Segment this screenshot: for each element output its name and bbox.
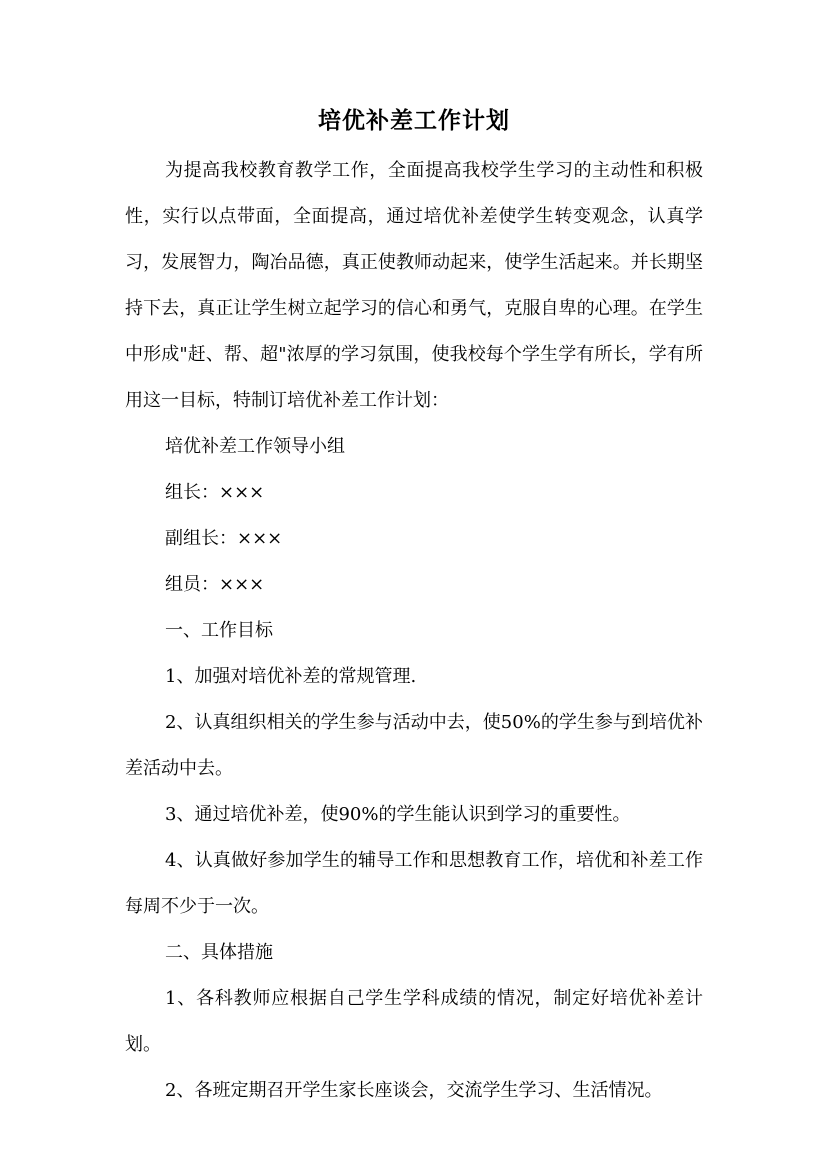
section-heading-goals: 一、工作目标	[165, 620, 273, 641]
members-line: 组员：×××	[165, 574, 265, 595]
intro-paragraph: 为提高我校教育教学工作，全面提高我校学生学习的主动性和积极性，实行以点带面，全面提高，通过培优补差使学生转变观念，认真学习，发展智力，陶冶品德，真正使教师动起来，使学生活起来。并长期坚持下去，真正让学生树立起学习的信心和勇气，克服自卑的心理。在学生中形成"赶、帮、超"浓厚的学习氛围，使我校每个学生学有所长，学有所用这一目标，特制订培优补差工作计划：	[125, 160, 703, 411]
goal-item-1: 1、加强对培优补差的常规管理.	[165, 666, 417, 687]
leadership-group-heading: 培优补差工作领导小组	[165, 436, 345, 457]
deputy-leader-line: 副组长：×××	[165, 528, 283, 549]
measure-item-2: 2、各班定期召开学生家长座谈会，交流学生学习、生活情况。	[165, 1080, 663, 1101]
group-leader-line: 组长：×××	[165, 482, 265, 503]
measure-item-1: 1、各科教师应根据自己学生学科成绩的情况，制定好培优补差计划。	[125, 988, 703, 1055]
goal-item-4: 4、认真做好参加学生的辅导工作和思想教育工作，培优和补差工作每周不少于一次。	[125, 850, 703, 917]
document-page	[125, 104, 703, 1114]
goal-item-3: 3、通过培优补差，使90%的学生能认识到学习的重要性。	[165, 804, 631, 825]
document-title: 培优补差工作计划	[318, 107, 510, 134]
section-heading-measures: 二、具体措施	[165, 942, 273, 963]
goal-item-2: 2、认真组织相关的学生参与活动中去，使50%的学生参与到培优补差活动中去。	[125, 712, 703, 779]
